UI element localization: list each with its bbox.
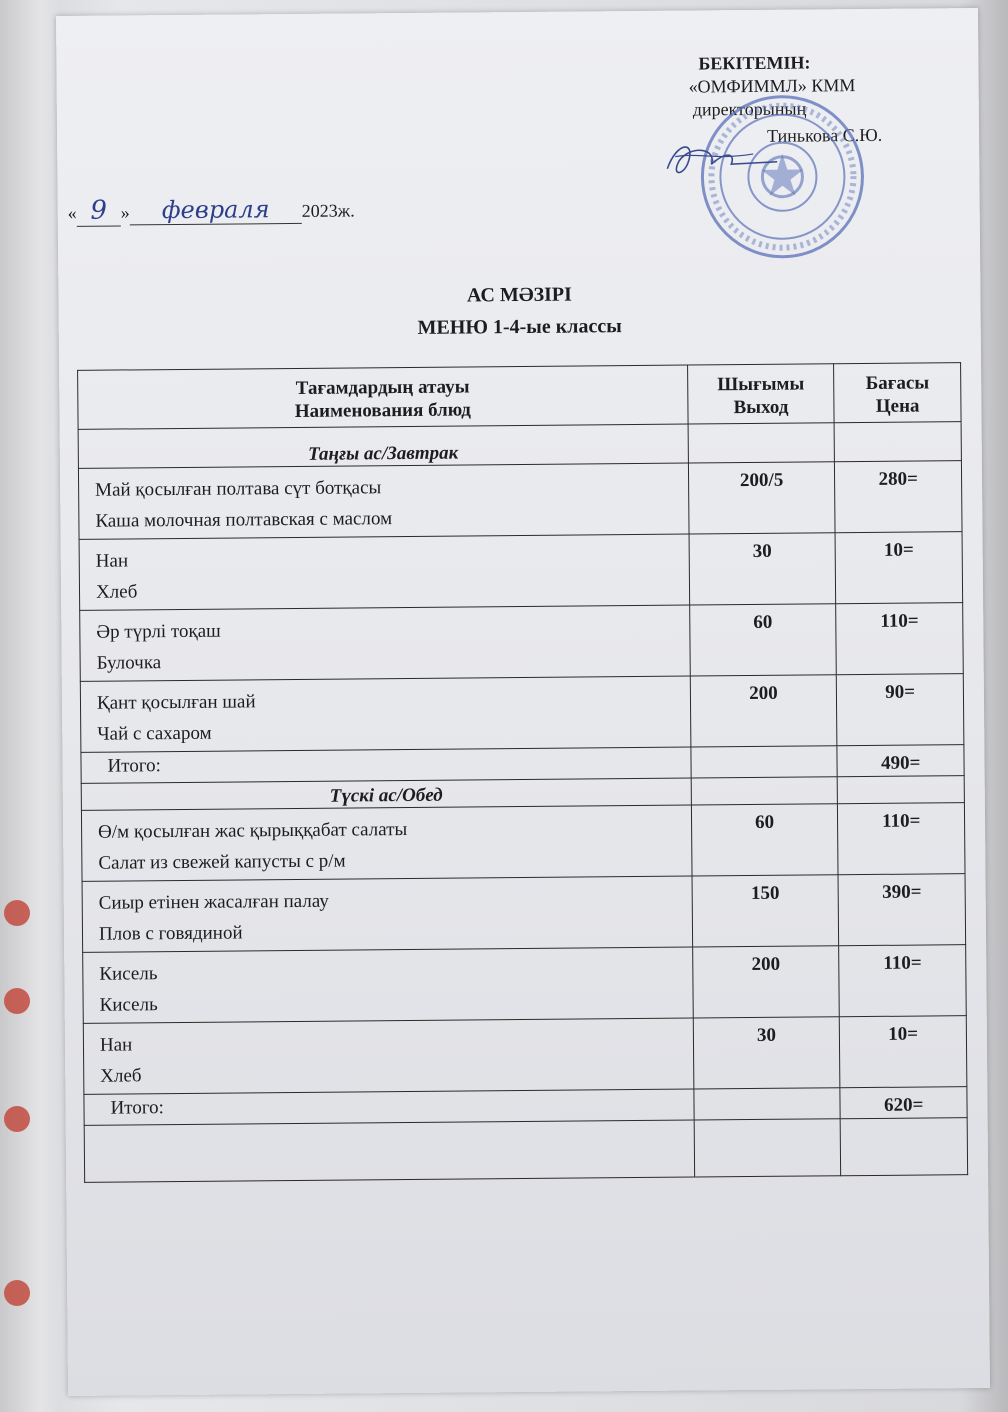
table-row [80,603,964,682]
date-line [68,193,355,227]
empty-cell [834,422,961,462]
dish-name-kz: Нан [95,550,129,572]
header-price [834,363,961,423]
empty-cell [694,1088,841,1120]
binder-hole [4,1280,30,1306]
dish-cell [78,463,688,539]
header-price-ru: Цена [875,395,920,417]
dish-cell [82,876,692,952]
dish-name-ru: Кисель [99,994,158,1016]
dish-output: 60 [691,804,838,876]
dish-price: 10= [840,1016,967,1088]
dish-name-kz: Ө/м қосылған жас қырыққабат салаты [98,819,408,843]
dish-cell [83,1018,693,1094]
dish-output: 30 [689,533,836,605]
dish-output: 200/5 [688,462,835,534]
empty-cell [694,1119,841,1177]
table-row [80,674,964,753]
empty-cell [691,746,838,778]
total-price-breakfast: 490= [837,745,964,777]
dish-name-ru: Булочка [96,652,162,674]
empty-cell [838,776,965,804]
table-row [82,874,966,953]
header-output-kz: Шығымы [717,373,805,396]
binder-holes [0,860,40,1320]
header-dish-name-kz: Тағамдардың атауы [295,376,470,399]
total-label: Итого: [81,747,691,783]
dish-name-ru: Салат из свежей капусты с р/м [98,850,346,874]
signature [657,130,778,191]
menu-sheet [56,8,990,1396]
date-quote-open: « [67,202,77,223]
section-title-breakfast: Таңғы ас/Завтрак [78,424,688,468]
heading-ru: МЕНЮ 1-4-ые классы [417,315,622,339]
dish-price: 10= [835,532,962,604]
empty-cell [841,1118,968,1176]
dish-output: 200 [690,675,837,747]
dish-name-kz: Қант қосылған шай [96,691,256,714]
dish-cell [80,676,690,752]
empty-row [84,1118,967,1183]
table-row [83,1016,967,1095]
binder-hole [4,900,30,926]
dish-price: 90= [837,674,964,746]
dish-output: 150 [692,875,839,947]
binder-hole [4,1106,30,1132]
dish-output: 30 [693,1017,840,1089]
date-year: 2023ж. [301,200,355,221]
empty-cell [84,1120,694,1182]
dish-name-kz: Әр түрлі тоқаш [96,620,221,643]
approval-role: директорының [692,98,807,120]
header-dish-name-ru: Наименования блюд [294,399,471,422]
dish-cell [81,805,691,881]
total-label: Итого: [84,1089,694,1125]
dish-price: 280= [835,461,962,533]
header-price-kz: Бағасы [865,372,930,394]
dish-cell [79,534,689,610]
date-quote-close: » [120,202,130,223]
dish-name-ru: Плов с говядиной [98,922,243,945]
date-day: 9 [77,195,121,226]
approval-title: БЕКІТЕМІН: [698,52,811,74]
dish-name-ru: Хлеб [95,581,138,603]
header-output-ru: Выход [733,396,789,419]
table-row [79,532,963,611]
table-header-row [78,363,961,430]
empty-cell [691,777,838,805]
menu-table [77,362,968,1183]
dish-output: 60 [689,604,836,676]
dish-price: 110= [838,803,965,875]
total-price-lunch: 620= [840,1087,967,1119]
table-row [81,803,965,882]
dish-name-kz: Нан [99,1034,133,1056]
dish-name-ru: Каша молочная полтавская с маслом [95,508,393,532]
heading-kz: АС МӘЗІРІ [466,283,572,307]
dish-name-ru: Хлеб [100,1065,142,1087]
header-dish-name [78,365,688,429]
table-row [78,461,962,540]
binder-hole [4,988,30,1014]
dish-cell [83,947,693,1023]
table-row [83,945,967,1024]
dish-cell [80,605,690,681]
dish-price: 110= [839,945,966,1017]
empty-cell [688,423,835,463]
section-title-lunch: Түскі ас/Обед [81,778,691,810]
dish-name-kz: Сиыр етінен жасалған палау [98,890,329,914]
dish-name-ru: Чай с сахаром [97,722,212,745]
dish-name-kz: Кисель [99,963,158,985]
header-output [687,364,834,424]
date-month: февраля [130,195,302,225]
approval-name: Тинькова С.Ю. [766,124,883,146]
dish-name-kz: Май қосылған полтава сүт ботқасы [95,477,382,501]
approval-org: «ОМФИММЛ» КММ [688,75,856,97]
dish-price: 110= [836,603,963,675]
dish-output: 200 [692,946,839,1018]
dish-price: 390= [838,874,965,946]
